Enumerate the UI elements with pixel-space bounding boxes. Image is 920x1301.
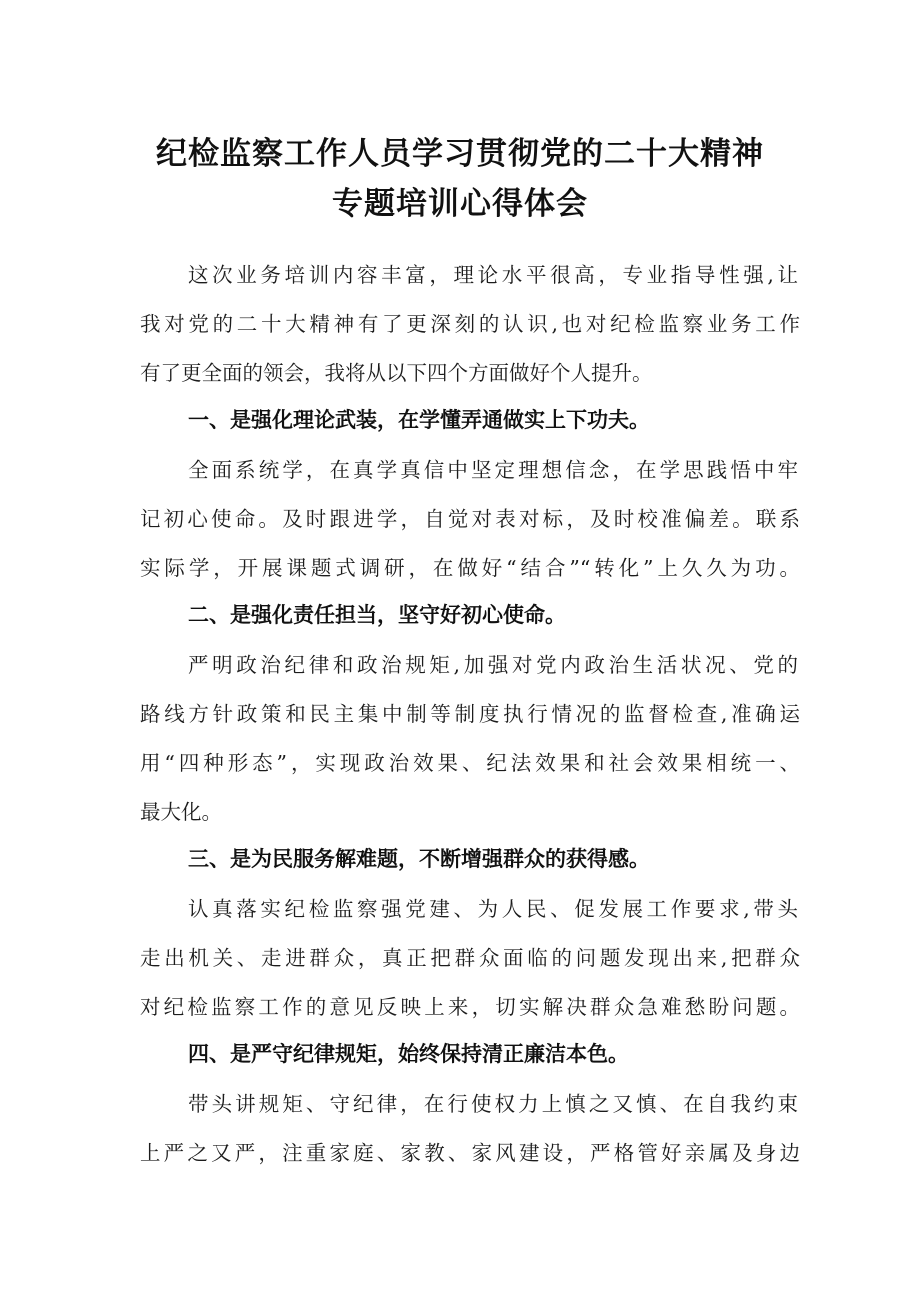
section-3-line-3: 对纪检监察工作的意见反映上来，切实解决群众急难愁盼问题。 bbox=[140, 995, 800, 1019]
section-4-line-2: 上严之又严，注重家庭、家教、家风建设，严格管好亲属及身边 bbox=[140, 1141, 800, 1165]
section-1-line-2: 记初心使命。及时跟进学，自觉对表对标，及时校准偏差。联系 bbox=[140, 507, 800, 531]
section-1-line-3: 实际学，开展课题式调研，在做好“结合”“转化”上久久为功。 bbox=[140, 556, 800, 580]
section-2-heading: 二、是强化责任担当，坚守好初心使命。 bbox=[188, 603, 566, 627]
section-2-line-2: 路线方针政策和民主集中制等制度执行情况的监督检查,准确运 bbox=[140, 702, 800, 726]
intro-line-1: 这次业务培训内容丰富，理论水平很高，专业指导性强,让 bbox=[188, 263, 798, 287]
section-3-line-2: 走出机关、走进群众，真正把群众面临的问题发现出来,把群众 bbox=[140, 946, 800, 970]
intro-line-3: 有了更全面的领会，我将从以下四个方面做好个人提升。 bbox=[140, 361, 653, 385]
intro-line-2: 我对党的二十大精神有了更深刻的认识,也对纪检监察业务工作 bbox=[140, 312, 800, 336]
document-title-line-2: 专题培训心得体会 bbox=[332, 186, 588, 222]
section-1-line-1: 全面系统学，在真学真信中坚定理想信念，在学思践悟中牢 bbox=[188, 458, 798, 482]
section-2-line-4: 最大化。 bbox=[140, 800, 222, 824]
section-3-line-1: 认真落实纪检监察强党建、为人民、促发展工作要求,带头 bbox=[188, 897, 798, 921]
section-4-heading: 四、是严守纪律规矩，始终保持清正廉洁本色。 bbox=[188, 1042, 629, 1066]
section-4-line-1: 带头讲规矩、守纪律，在行使权力上慎之又慎、在自我约束 bbox=[188, 1092, 798, 1116]
section-1-heading: 一、是强化理论武装，在学懂弄通做实上下功夫。 bbox=[188, 408, 650, 432]
section-2-line-3: 用“四种形态”，实现政治效果、纪法效果和社会效果相统一、 bbox=[140, 751, 800, 775]
section-3-heading: 三、是为民服务解难题，不断增强群众的获得感。 bbox=[188, 847, 650, 871]
document-title-line-1: 纪检监察工作人员学习贯彻党的二十大精神 bbox=[156, 136, 764, 172]
section-2-line-1: 严明政治纪律和政治规矩,加强对党内政治生活状况、党的 bbox=[188, 653, 798, 677]
